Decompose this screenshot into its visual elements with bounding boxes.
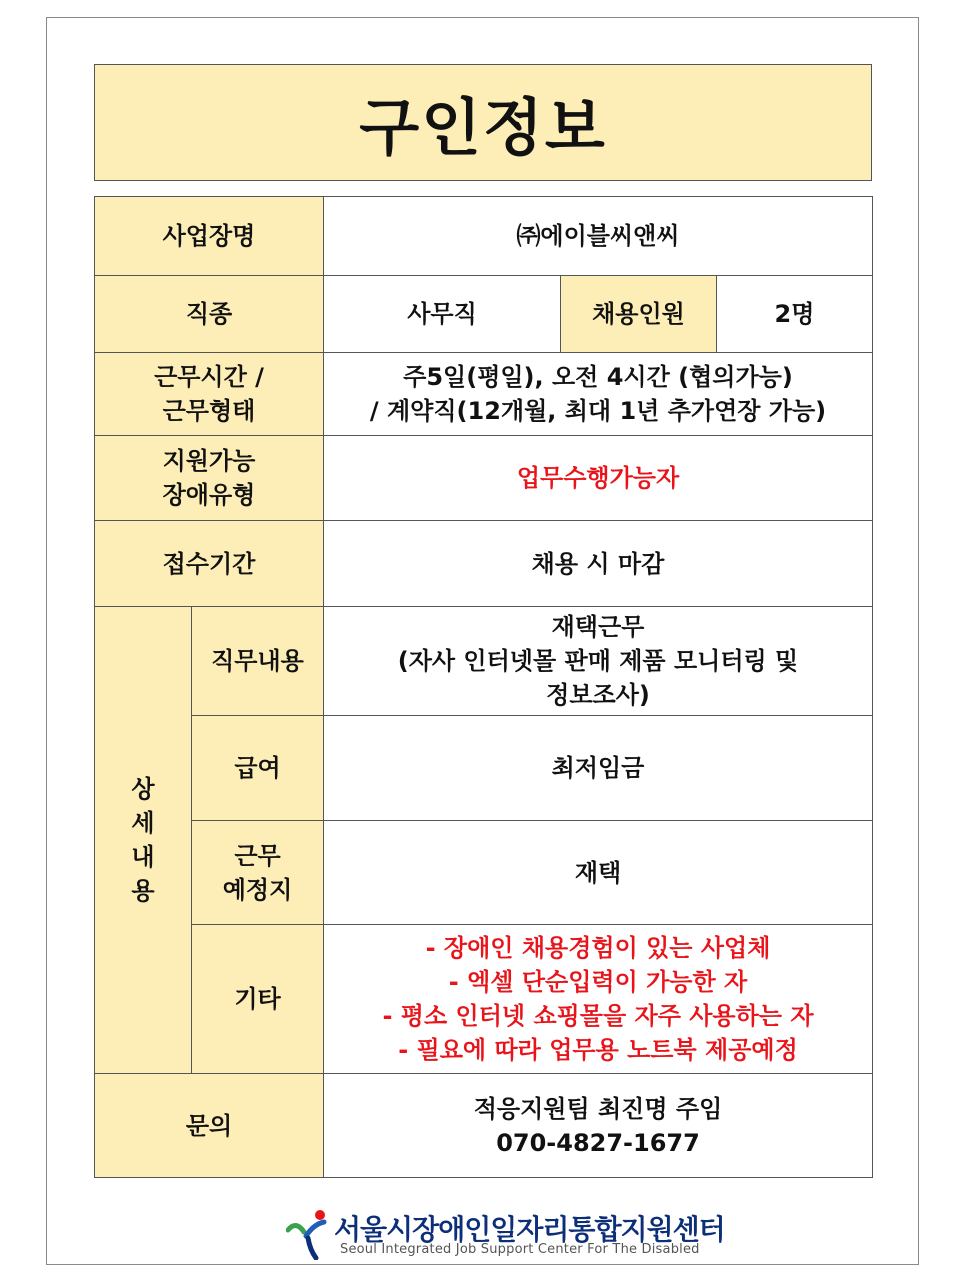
duty-value-line2: (자사 인터넷몰 판매 제품 모니터링 및: [397, 647, 799, 675]
row-job: [95, 276, 873, 353]
hours-label-line2: 근무형태: [162, 397, 256, 425]
hours-label: [95, 353, 324, 436]
duty-value: [324, 607, 873, 716]
duty-value-line1: 재택근무: [551, 613, 645, 641]
disability-label-line1: 지원가능: [162, 447, 256, 475]
salary-value: 최저임금: [324, 716, 873, 821]
hours-value-line2: / 계약직(12개월, 최대 1년 추가연장 가능): [369, 397, 827, 425]
company-value: ㈜에이블씨앤씨: [324, 197, 873, 276]
job-value: 사무직: [324, 276, 561, 353]
hire-count-label: 채용인원: [561, 276, 717, 353]
hire-count-value: 2명: [717, 276, 873, 353]
job-info-table: [94, 196, 873, 1178]
contact-label: 문의: [95, 1074, 324, 1178]
etc-item-4: - 필요에 따라 업무용 노트북 제공예정: [398, 1036, 798, 1064]
page-title: 구인정보: [359, 91, 607, 164]
details-side-label: [95, 607, 192, 1074]
row-company: [95, 197, 873, 276]
location-label-line2: 예정지: [222, 875, 293, 904]
hours-value: [324, 353, 873, 436]
contact-name: 적응지원팀 최진명 주임: [473, 1094, 723, 1123]
row-location: [95, 821, 873, 925]
row-salary: [95, 716, 873, 821]
row-disability: [95, 436, 873, 521]
etc-item-1: - 장애인 채용경험이 있는 사업체: [425, 934, 771, 962]
hours-value-line1: 주5일(평일), 오전 4시간 (협의가능): [403, 363, 793, 391]
row-hours: [95, 353, 873, 436]
etc-label: 기타: [192, 925, 324, 1074]
disability-label: [95, 436, 324, 521]
details-char-1: 상: [131, 775, 155, 803]
contact-phone: 070-4827-1677: [496, 1128, 700, 1157]
details-char-3: 내: [131, 843, 155, 871]
etc-item-3: - 평소 인터넷 쇼핑몰을 자주 사용하는 자: [382, 1002, 814, 1030]
location-label-line1: 근무: [234, 841, 281, 870]
row-etc: [95, 925, 873, 1074]
title-banner: [94, 64, 872, 181]
disability-label-line2: 장애유형: [162, 481, 256, 509]
etc-list: [324, 925, 873, 1074]
center-name: 서울시장애인일자리통합지원센터: [334, 1213, 725, 1246]
salary-label: 급여: [192, 716, 324, 821]
location-label: [192, 821, 324, 925]
job-label: 직종: [95, 276, 324, 353]
period-value: 채용 시 마감: [324, 521, 873, 607]
footer: [286, 1206, 756, 1262]
company-label: 사업장명: [95, 197, 324, 276]
center-english-name: Seoul Integrated Job Support Center For The Disabled: [340, 1242, 700, 1257]
hours-label-line1: 근무시간 /: [154, 363, 264, 391]
contact-value: [324, 1074, 873, 1178]
center-logo-icon: [286, 1208, 328, 1260]
etc-item-2: - 엑셀 단순입력이 가능한 자: [448, 968, 748, 996]
period-label: 접수기간: [95, 521, 324, 607]
disability-value: 업무수행가능자: [324, 436, 873, 521]
row-duty: [95, 607, 873, 716]
details-char-2: 세: [131, 809, 155, 837]
location-value: 재택: [324, 821, 873, 925]
duty-label: 직무내용: [192, 607, 324, 716]
duty-value-line3: 정보조사): [546, 681, 650, 709]
row-contact: [95, 1074, 873, 1178]
row-period: [95, 521, 873, 607]
details-char-4: 용: [131, 877, 155, 905]
